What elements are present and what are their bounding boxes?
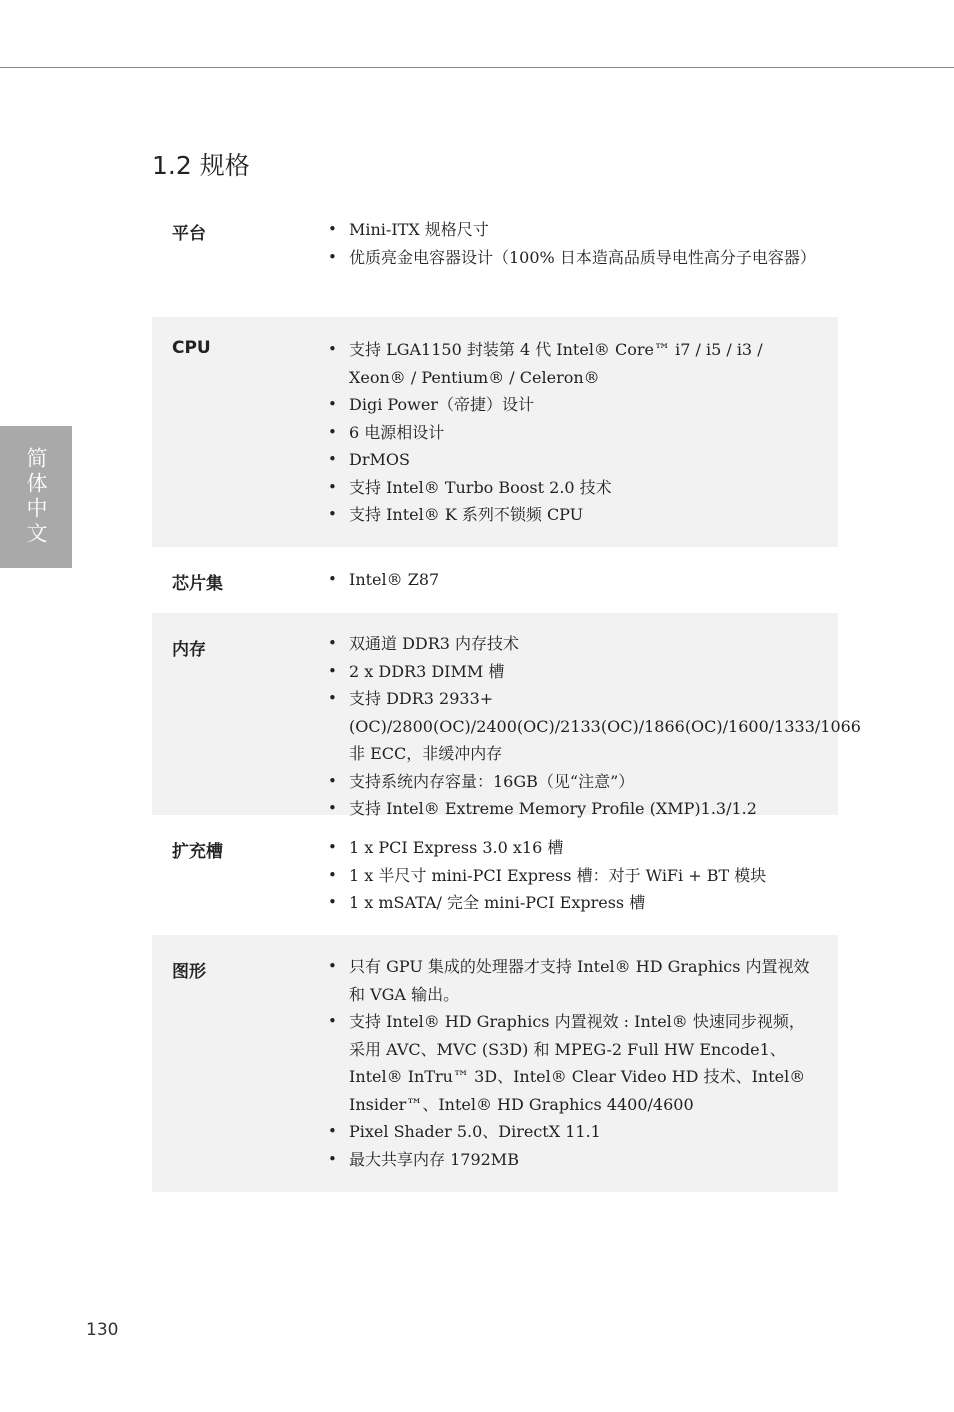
- spec-item: • Intel® Z87: [328, 566, 816, 594]
- spec-section-graphics: [152, 935, 838, 1192]
- spec-item-list: [328, 336, 816, 529]
- spec-label: 图形: [172, 962, 206, 982]
- language-side-tab-label: 简体中文: [24, 447, 48, 547]
- spec-section-memory: [152, 613, 861, 818]
- section-title: 1.2 规格: [152, 151, 250, 180]
- spec-item: • 1 x PCI Express 3.0 x16 槽: [328, 834, 816, 862]
- spec-item: • 双通道 DDR3 内存技术: [328, 630, 816, 658]
- spec-label: 芯片集: [172, 574, 223, 594]
- spec-item: • 支持 Intel® K 系列不锁频 CPU: [328, 501, 816, 529]
- spec-item: • 只有 GPU 集成的处理器才支持 Intel® HD Graphics 内置视效和 VGA 输出。: [328, 953, 816, 1008]
- spec-item: • Mini-ITX 规格尺寸: [328, 216, 816, 244]
- spec-item: • 支持 LGA1150 封装第 4 代 Intel® Core™ i7 / i5 / i3 / Xeon® / Pentium® / Celeron®: [328, 336, 816, 391]
- spec-item: • 优质亮金电容器设计（100% 日本造高品质导电性高分子电容器）: [328, 244, 816, 272]
- spec-item: • 支持 Intel® Turbo Boost 2.0 技术: [328, 474, 816, 502]
- spec-section-expansion-slots: [152, 815, 838, 935]
- spec-item: • 最大共享内存 1792MB: [328, 1146, 816, 1174]
- spec-item: • Pixel Shader 5.0、DirectX 11.1: [328, 1118, 816, 1146]
- spec-item: • 支持 Intel® HD Graphics 内置视效 : Intel® 快速同步视频，采用 AVC、MVC (S3D) 和 MPEG-2 Full HW Encode1、Intel® InTru™ 3D、Intel® Clear Video HD 技术、Intel® Insider™、Intel® HD Graphics 4400/4600: [328, 1008, 816, 1118]
- spec-label: 平台: [172, 224, 206, 244]
- spec-label: 扩充槽: [172, 842, 223, 862]
- spec-section-cpu: [152, 317, 838, 547]
- spec-item: • Digi Power（帝捷）设计: [328, 391, 816, 419]
- spec-item: • 1 x mSATA/ 完全 mini-PCI Express 槽: [328, 889, 816, 917]
- spec-label: CPU: [172, 338, 211, 358]
- spec-label: 内存: [172, 640, 206, 660]
- language-side-tab: [0, 426, 72, 568]
- spec-item: • 2 x DDR3 DIMM 槽: [328, 658, 816, 686]
- spec-item: • 支持 Intel® Extreme Memory Profile (XMP)1.3/1.2: [328, 795, 816, 823]
- spec-item-list: [328, 953, 816, 1173]
- spec-section-platform: [152, 200, 838, 312]
- spec-item-list: [328, 630, 861, 823]
- spec-item-list: [328, 216, 816, 271]
- spec-item-list: [328, 566, 816, 594]
- spec-item: • 支持 DDR3 2933+(OC)/2800(OC)/2400(OC)/2133(OC)/1866(OC)/1600/1333/1066 非 ECC，非缓冲内存: [328, 685, 816, 768]
- spec-item: • 支持系统内存容量：16GB（见“注意”）: [328, 768, 816, 796]
- spec-item: • 1 x 半尺寸 mini-PCI Express 槽：对于 WiFi + BT 模块: [328, 862, 816, 890]
- spec-section-chipset: [152, 547, 838, 613]
- spec-item: • DrMOS: [328, 446, 816, 474]
- spec-item: • 6 电源相设计: [328, 419, 816, 447]
- page-number: 130: [86, 1320, 119, 1340]
- spec-item-list: [328, 834, 816, 917]
- header-rule: [0, 67, 954, 68]
